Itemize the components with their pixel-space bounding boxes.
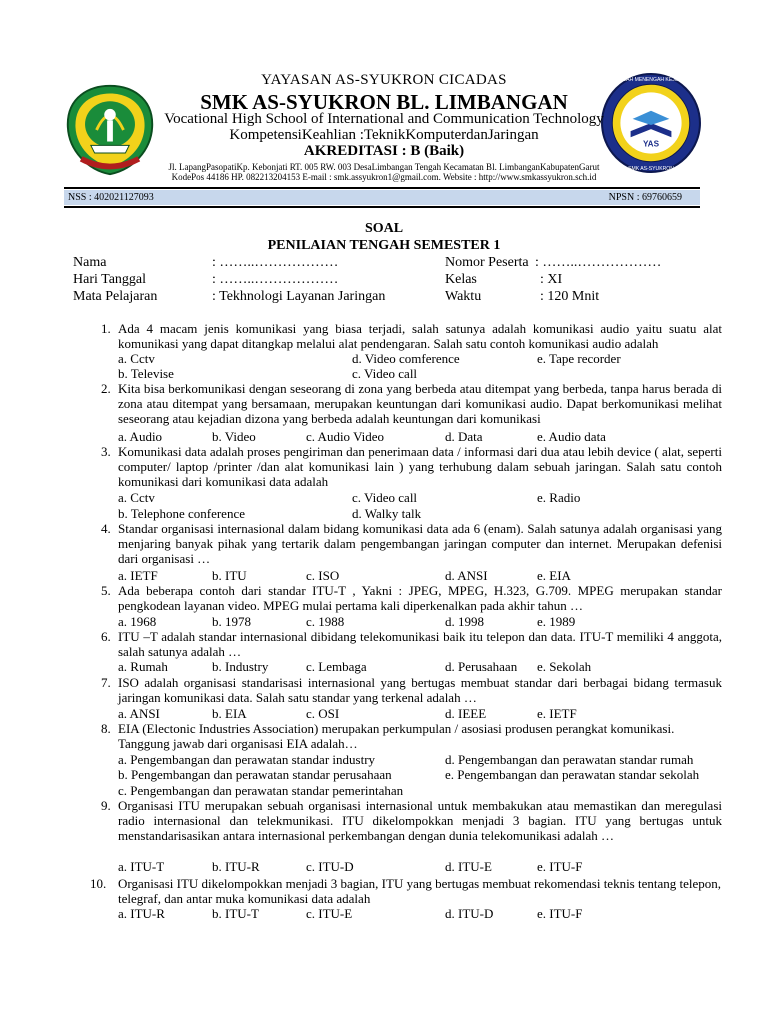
option-e: e. EIA bbox=[537, 568, 571, 583]
seal-bottom-text: SMK AS-SYUKRON bbox=[628, 165, 674, 172]
option-c: c. ITU-D bbox=[306, 859, 354, 874]
npsn-number: NPSN : 69760659 bbox=[608, 192, 682, 203]
field-label-mata-pelajaran: Mata Pelajaran bbox=[73, 289, 158, 304]
question-number: 5. bbox=[101, 583, 111, 598]
question-text: Organisasi ITU dikelompokkan menjadi 3 bagian, ITU yang bertugas membuat rekomendasi teknis tentang telepon, telegraf, dan antar muka komunikasi data adalah bbox=[118, 876, 722, 906]
option-e: e. Audio data bbox=[537, 429, 606, 444]
option-a: a. ANSI bbox=[118, 706, 160, 721]
field-label-nomor-peserta: Nomor Peserta bbox=[445, 255, 529, 270]
question-number: 8. bbox=[101, 721, 111, 736]
question-number: 1. bbox=[101, 321, 111, 336]
field-label-hari-tanggal: Hari Tanggal bbox=[73, 272, 147, 287]
option-d: d. ITU-D bbox=[445, 906, 494, 921]
exam-subtitle: PENILAIAN TENGAH SEMESTER 1 bbox=[267, 238, 501, 253]
option-d: d. IEEE bbox=[445, 706, 487, 721]
header-rule-top bbox=[64, 187, 700, 189]
option-c: c. Lembaga bbox=[306, 659, 367, 674]
option-b: b. Pengembangan dan perawatan standar perusahaan bbox=[118, 767, 392, 782]
option-d: d. Data bbox=[445, 429, 483, 444]
option-a: a. ITU-T bbox=[118, 859, 165, 874]
field-value-kelas: : XI bbox=[540, 272, 563, 287]
option-c: c. Video call bbox=[352, 366, 418, 381]
accreditation-line: AKREDITASI : B (Baik) bbox=[303, 143, 465, 159]
competency-line: KompetensiKeahlian :TeknikKomputerdanJaringan bbox=[229, 127, 539, 143]
option-a: a. 1968 bbox=[118, 614, 157, 629]
option-b: b. ITU-T bbox=[212, 906, 259, 921]
option-c: c. 1988 bbox=[306, 614, 345, 629]
field-value-waktu: : 120 Mnit bbox=[540, 289, 600, 304]
option-b: b. Video bbox=[212, 429, 256, 444]
option-a: a. Cctv bbox=[118, 490, 155, 505]
option-b: b. Industry bbox=[212, 659, 269, 674]
seal-ring-text: SEKOLAH MENENGAH KEJURUAN bbox=[609, 77, 693, 84]
field-value-nama: : ……..……………… bbox=[212, 255, 339, 270]
option-d: d. Walky talk bbox=[352, 506, 422, 521]
nss-npsn-bar bbox=[64, 190, 700, 205]
question-number: 6. bbox=[101, 629, 111, 644]
option-c: c. Pengembangan dan perawatan standar pemerintahan bbox=[118, 783, 404, 798]
question-text: Ada beberapa contoh dari standar ITU-T , Yakni : JPEG, MPEG, H.323, G.709. MPEG merupakan standar pengkodean layanan video. MPEG mulai pertama kali diperkenalkan pada akhir tahun … bbox=[118, 583, 722, 613]
option-b: b. Televise bbox=[118, 366, 174, 381]
option-c: c. ISO bbox=[306, 568, 340, 583]
question-number: 2. bbox=[101, 381, 111, 396]
option-b: b. Telephone conference bbox=[118, 506, 245, 521]
option-a: a. ITU-R bbox=[118, 906, 165, 921]
option-e: e. IETF bbox=[537, 706, 577, 721]
option-a: a. Pengembangan dan perawatan standar industry bbox=[118, 752, 376, 767]
field-value-hari-tanggal: : ……..……………… bbox=[212, 272, 339, 287]
option-d: d. ITU-E bbox=[445, 859, 492, 874]
question-text: Kita bisa berkomunikasi dengan seseorang di zona yang berbeda atau ditempat yang berbeda, tanpa harus berada di zona atau ditempat yang bersamaan, merupakan keuntungan dari komunikasi audio. Dapat berkomunikasi melihat seseorang atau kejadian dizona yang berbeda adalah keuntungan dari komunikasi bbox=[118, 381, 722, 426]
question-number: 3. bbox=[101, 444, 111, 459]
question-text: EIA (Electonic Industries Association) merupakan perkumpulan / asosiasi produsen perangkat komunikasi. Tanggung jawab dari organisasi EIA adalah… bbox=[118, 721, 675, 751]
option-a: a. Cctv bbox=[118, 351, 155, 366]
option-e: e. 1989 bbox=[537, 614, 576, 629]
question-number: 9. bbox=[101, 798, 111, 813]
question-text: Organisasi ITU merupakan sebuah organisasi internasional untuk membakukan atau memastikan dan meregulasi radio internasional dan telekmunikasi. ITU dikelompokkan menjadi 3 bagian. ITU yang bertugas untuk menstandarisasikan antara internasional perkembangan dengan dunia telekomunikasi adalah … bbox=[118, 798, 722, 843]
foundation-name: YAYASAN AS-SYUKRON CICADAS bbox=[261, 72, 507, 88]
option-e: e. ITU-F bbox=[537, 906, 583, 921]
option-e: e. Radio bbox=[537, 490, 581, 505]
field-value-nomor-peserta: : ……..……………… bbox=[535, 255, 662, 270]
field-value-mata-pelajaran: : Tekhnologi Layanan Jaringan bbox=[212, 289, 386, 304]
option-a: a. Audio bbox=[118, 429, 163, 444]
seal-badge-text: YAS bbox=[642, 139, 660, 149]
school-name: SMK AS-SYUKRON BL. LIMBANGAN bbox=[200, 90, 568, 114]
option-c: c. OSI bbox=[306, 706, 340, 721]
option-e: e. Pengembangan dan perawatan standar sekolah bbox=[445, 767, 700, 782]
option-d: d. 1998 bbox=[445, 614, 484, 629]
question-text: ITU –T adalah standar internasional dibidang telekomunikasi baik itu telepon dan data. ITU-T memiliki 4 anggota, salah satunya adalah … bbox=[118, 629, 722, 659]
option-d: d. ANSI bbox=[445, 568, 488, 583]
field-label-nama: Nama bbox=[73, 255, 107, 270]
question-text: Komunikasi data adalah proses pengiriman dan penerimaan data / informasi dari dua atau lebih device ( alat, seperti computer/ laptop /printer /dan alat komunikasi lain ) yang terhubung dalam sebuah jaringan. Salah satu contoh komunikasi dari komunikasi data adalah bbox=[118, 444, 722, 489]
field-label-waktu: Waktu bbox=[445, 289, 482, 304]
option-c: c. Video call bbox=[352, 490, 418, 505]
option-c: c. Audio Video bbox=[306, 429, 385, 444]
address-line-1: Jl. LapangPasopatiKp. Kebonjati RT. 005 RW. 003 DesaLimbangan Tengah Kecamatan Bl. LimbanganKabupatenGarut bbox=[168, 162, 600, 172]
option-b: b. ITU-R bbox=[212, 859, 260, 874]
exam-title: SOAL bbox=[364, 221, 404, 236]
vocational-line: Vocational High School of International and Communication Technology bbox=[164, 111, 604, 127]
option-a: a. IETF bbox=[118, 568, 158, 583]
question-text: Ada 4 macam jenis komunikasi yang biasa terjadi, salah satunya adalah komunikasi audio yaitu suatu alat komunikasi yang dapat ditangkap melalui alat pendengaran. Salah satu contoh komunikasi audio adalah bbox=[118, 321, 722, 351]
option-e: e. Tape recorder bbox=[537, 351, 621, 366]
address-line-2: KodePos 44186 HP. 082213204153 E-mail : smk.assyukron1@gmail.com. Website : http://www.smkassyukron.sch.id bbox=[171, 172, 597, 182]
nss-number: NSS : 402021127093 bbox=[68, 192, 154, 203]
question-text: Standar organisasi internasional dalam bidang komunikasi data ada 6 (enam). Salah satunya adalah organisasi yang menjaring banyak pihak yang tertarik dalam pengembangan jaringan computer dan internet. Merupakan defenisi dari organisasi … bbox=[118, 521, 722, 566]
header-rule-bottom bbox=[64, 206, 700, 208]
option-d: d. Perusahaan bbox=[445, 659, 518, 674]
question-number: 10. bbox=[90, 876, 107, 891]
option-e: e. Sekolah bbox=[537, 659, 592, 674]
option-a: a. Rumah bbox=[118, 659, 168, 674]
option-c: c. ITU-E bbox=[306, 906, 353, 921]
option-b: b. ITU bbox=[212, 568, 247, 583]
field-label-kelas: Kelas bbox=[445, 272, 477, 287]
option-d: d. Pengembangan dan perawatan standar rumah bbox=[445, 752, 694, 767]
option-e: e. ITU-F bbox=[537, 859, 583, 874]
option-b: b. EIA bbox=[212, 706, 247, 721]
question-number: 4. bbox=[101, 521, 111, 536]
question-number: 7. bbox=[101, 675, 111, 690]
question-text: ISO adalah organisasi standarisasi internasional yang bertugas membuat standar dari berbagai bidang termasuk jaringan komunikasi data. Salah satu standar yang terkenal adalah … bbox=[118, 675, 722, 705]
option-d: d. Video comference bbox=[352, 351, 460, 366]
option-b: b. 1978 bbox=[212, 614, 251, 629]
